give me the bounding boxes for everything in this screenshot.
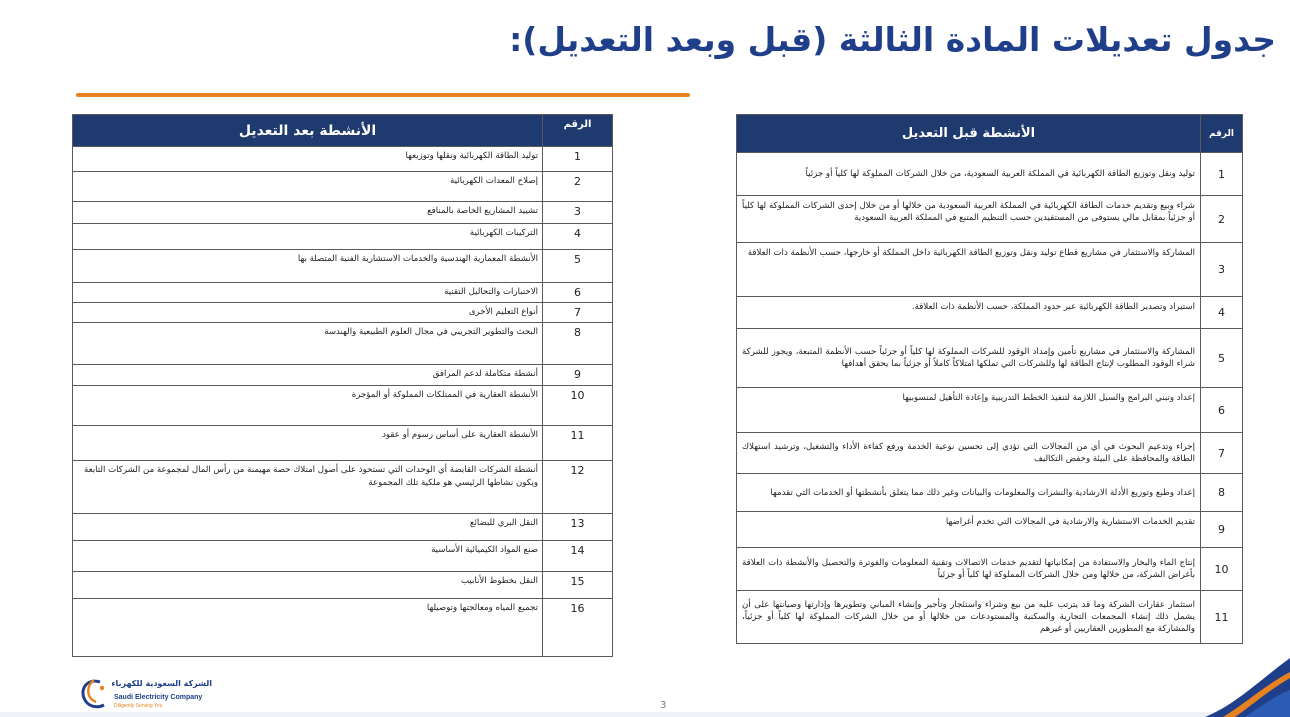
- row-number: 3: [1201, 243, 1243, 297]
- row-number: 13: [543, 514, 613, 541]
- row-text: المشاركة والاستثمار في مشاريع تأمين وإمداد الوقود للشركات المملوكة لها كلياً أو جزئياً حسب الأنظمة المتبعة، ويجوز للشركة شراء الوقود المطلوب لإنتاج الطاقة لها وللشركات التي تملكها امتلاكاً كاملاً أو جزئياً بما يحقق أهدافها: [737, 329, 1201, 388]
- row-text: إنتاج الماء والبخار والاستفادة من إمكانياتها لتقديم خدمات الاتصالات وتقنية المعلومات والفوترة والتحصيل والأنشطة ذات العلاقة بأغراض الشركة، من خلالها ومن خلال الشركات المملوكة لها كلياً أو جزئياً: [737, 548, 1201, 591]
- table-row: [737, 153, 1243, 196]
- row-text: تقديم الخدمات الاستشارية والارشادية في المجالات التي تخدم أغراضها: [737, 512, 1201, 548]
- logo-swirl-icon: [78, 676, 110, 712]
- row-number: 5: [543, 250, 613, 283]
- header-number: الرقم: [543, 115, 613, 147]
- row-text: الأنشطة العقارية في الممتلكات المملوكة أو المؤجرة: [73, 386, 543, 426]
- table-row: [73, 461, 613, 514]
- table-row: [73, 224, 613, 250]
- row-number: 1: [543, 147, 613, 172]
- row-number: 6: [1201, 388, 1243, 433]
- table-row: [73, 572, 613, 599]
- table-row: [73, 172, 613, 202]
- table-header-row: [737, 115, 1243, 153]
- row-number: 2: [543, 172, 613, 202]
- row-text: توليد ونقل وتوزيع الطاقة الكهربائية في المملكة العربية السعودية، من خلال الشركات المملوكة لها كلياً أو جزئياً: [737, 153, 1201, 196]
- row-text: الأنشطة المعمارية الهندسية والخدمات الاستشارية الفنية المتصلة بها: [73, 250, 543, 283]
- corner-swoosh-icon: [1205, 650, 1290, 717]
- table-row: [73, 303, 613, 323]
- row-text: التركيبات الكهربائية: [73, 224, 543, 250]
- page-number: 3: [660, 700, 667, 711]
- table-row: [73, 323, 613, 365]
- row-number: 1: [1201, 153, 1243, 196]
- table-row: [73, 365, 613, 386]
- row-text: إصلاح المعدات الكهربائية: [73, 172, 543, 202]
- table-row: [73, 426, 613, 461]
- row-text: النقل البري للبضائع: [73, 514, 543, 541]
- table-row: [737, 297, 1243, 329]
- table-header-row: [73, 115, 613, 147]
- row-text: البحث والتطوير التجريبي في مجال العلوم الطبيعية والهندسة: [73, 323, 543, 365]
- row-number: 7: [543, 303, 613, 323]
- table-row: [73, 147, 613, 172]
- row-text: الأنشطة العقارية على أساس رسوم أو عقود: [73, 426, 543, 461]
- row-number: 10: [543, 386, 613, 426]
- table-row: [737, 474, 1243, 512]
- row-text: إعداد وطبع وتوزيع الأدلة الارشادية والنشرات والمعلومات والبيانات وغير ذلك مما يتعلق بأنشطتها أو الخدمات التي تقدمها: [737, 474, 1201, 512]
- logo-arabic-name: الشركة السعودية للكهرباء: [111, 679, 212, 688]
- row-number: 8: [543, 323, 613, 365]
- row-number: 15: [543, 572, 613, 599]
- row-text: إعداد وتبني البرامج والسبل اللازمة لتنفيذ الخطط التدريبية وإعادة التأهيل لمنسوبيها: [737, 388, 1201, 433]
- row-number: 4: [543, 224, 613, 250]
- row-number: 2: [1201, 196, 1243, 243]
- table-row: [737, 433, 1243, 474]
- table-row: [737, 329, 1243, 388]
- row-number: 7: [1201, 433, 1243, 474]
- row-number: 12: [543, 461, 613, 514]
- table-row: [737, 388, 1243, 433]
- row-number: 11: [1201, 591, 1243, 644]
- table-row: [737, 591, 1243, 644]
- row-number: 9: [1201, 512, 1243, 548]
- before-amendment-table: [736, 114, 1243, 644]
- page-title: جدول تعديلات المادة الثالثة (قبل وبعد التعديل):: [509, 20, 1276, 59]
- row-text: تشييد المشاريع الخاصة بالمنافع: [73, 202, 543, 224]
- row-number: 11: [543, 426, 613, 461]
- company-logo: [78, 676, 218, 712]
- table-row: [737, 243, 1243, 297]
- row-text: صنع المواد الكيميائية الأساسية: [73, 541, 543, 572]
- row-text: تجميع المياه ومعالجتها وتوصيلها: [73, 599, 543, 657]
- row-text: أنواع التعليم الأخرى: [73, 303, 543, 323]
- table-row: [73, 250, 613, 283]
- table-row: [73, 599, 613, 657]
- header-number: الرقم: [1201, 115, 1243, 153]
- after-amendment-table: [72, 114, 613, 657]
- row-number: 9: [543, 365, 613, 386]
- table-row: [737, 196, 1243, 243]
- title-underline: [76, 93, 690, 97]
- row-text: استيراد وتصدير الطاقة الكهربائية عبر حدود المملكة، حسب الأنظمة ذات العلاقة.: [737, 297, 1201, 329]
- row-text: أنشطة الشركات القابضة أي الوحدات التي تستحوذ على أصول امتلاك حصة مهيمنة من رأس المال لمجموعة من الشركات التابعة ويكون نشاطها الرئيسي هو ملكية تلك المجموعة: [73, 461, 543, 514]
- row-text: توليد الطاقة الكهربائية ونقلها وتوزيعها: [73, 147, 543, 172]
- table-row: [73, 386, 613, 426]
- row-number: 16: [543, 599, 613, 657]
- header-activities-after: الأنشطة بعد التعديل: [73, 115, 543, 147]
- row-number: 6: [543, 283, 613, 303]
- row-text: المشاركة والاستثمار في مشاريع قطاع توليد ونقل وتوزيع الطاقة الكهربائية داخل المملكة أو خارجها، حسب الأنظمة ذات العلاقة: [737, 243, 1201, 297]
- header-activities-before: الأنشطة قبل التعديل: [737, 115, 1201, 153]
- row-text: استثمار عقارات الشركة وما قد يترتب عليه من بيع وشراء واستئجار وتأجير وإنشاء المباني وتطويرها وإدارتها وصيانتها على أن يشمل ذلك إنشاء المجمعات التجارية والسكنية والمستودعات من خلالها أو من خلال الشركات المملوكة لها كلياً أو جزئياً، والمشاركة مع المطورين العقاريين أو غيرهم: [737, 591, 1201, 644]
- table-row: [73, 541, 613, 572]
- row-text: الاختبارات والتحاليل التقنية: [73, 283, 543, 303]
- row-number: 14: [543, 541, 613, 572]
- row-text: أنشطة متكاملة لدعم المرافق: [73, 365, 543, 386]
- row-number: 3: [543, 202, 613, 224]
- table-row: [73, 514, 613, 541]
- table-row: [73, 202, 613, 224]
- row-number: 4: [1201, 297, 1243, 329]
- row-number: 5: [1201, 329, 1243, 388]
- row-text: النقل بخطوط الأنابيب: [73, 572, 543, 599]
- table-row: [737, 548, 1243, 591]
- footer-band: [0, 712, 1290, 717]
- row-text: شراء وبيع وتقديم خدمات الطاقة الكهربائية في المملكة العربية السعودية من خلالها أو من خلال إحدى الشركات المملوكة لها كلياً أو جزئياً بمقابل مالي يستوفى من المستفيدين حسب التنظيم المتبع في المملكة العربية السعودية: [737, 196, 1201, 243]
- logo-tagline: Diligently Serving You: [114, 703, 163, 709]
- row-text: إجراء وتدعيم البحوث في أي من المجالات التي تؤدي إلى تحسين نوعية الخدمة ورفع كفاءة الأداء والتشغيل، وترشيد استهلاك الطاقة والمحافظة على البيئة وخفض التكاليف: [737, 433, 1201, 474]
- table-row: [73, 283, 613, 303]
- table-row: [737, 512, 1243, 548]
- logo-english-name: Saudi Electricity Company: [114, 694, 203, 701]
- row-number: 8: [1201, 474, 1243, 512]
- row-number: 10: [1201, 548, 1243, 591]
